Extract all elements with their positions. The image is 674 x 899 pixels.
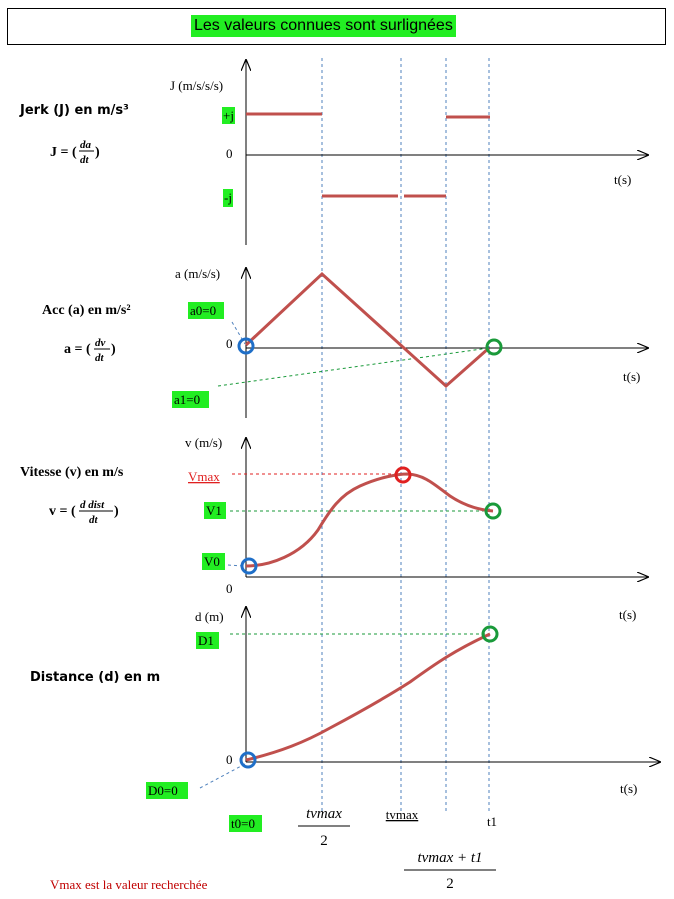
jerk-formula-lhs: J = ( <box>50 145 77 160</box>
acc-formula-den: dt <box>95 352 104 364</box>
jerk-title: Jerk (J) en m/s³ <box>20 103 129 118</box>
v1-label: V1 <box>206 503 222 518</box>
plus-j-label: +j <box>223 108 234 123</box>
dist-section <box>30 607 660 799</box>
vel-title: Vitesse (v) en m/s <box>20 465 124 480</box>
page-title: Les valeurs connues sont surlignées <box>191 15 456 37</box>
jerk-zero: 0 <box>226 146 233 161</box>
a1-guide <box>218 348 489 386</box>
dist-zero: 0 <box>226 752 233 767</box>
vel-formula-rhs: ) <box>114 504 119 519</box>
acc-formula-lhs: a = ( <box>64 342 91 357</box>
minus-j-label: -j <box>224 190 232 205</box>
time-guides <box>322 58 489 812</box>
tvmax-half-den: 2 <box>320 833 328 849</box>
vel-formula-lhs: v = ( <box>49 504 76 519</box>
acc-section <box>42 266 648 418</box>
jerk-formula-rhs: ) <box>95 145 100 160</box>
d1-label: D1 <box>198 633 214 648</box>
acc-title: Acc (a) en m/s² <box>42 303 131 318</box>
jerk-formula-num: da <box>80 139 91 151</box>
dist-title: Distance (d) en m <box>30 670 161 685</box>
acc-curve <box>246 274 489 386</box>
a1-label: a1=0 <box>174 392 201 407</box>
time-labels <box>229 806 497 892</box>
v0-label: V0 <box>204 554 220 569</box>
vel-formula-num: d dist <box>80 499 105 511</box>
t0-label: t0=0 <box>231 816 255 831</box>
jerk-section <box>19 60 648 245</box>
vel-section <box>20 435 648 596</box>
vmax-label: Vmax <box>188 469 220 484</box>
tvmax-label: tvmax <box>385 807 419 822</box>
vel-axis-label: v (m/s) <box>185 435 223 450</box>
acc-t-label: t(s) <box>623 369 641 384</box>
jerk-t-label: t(s) <box>614 172 632 187</box>
acc-zero: 0 <box>226 336 233 351</box>
d0-guide <box>200 764 245 788</box>
t1-label: t1 <box>486 814 498 829</box>
vel-formula-den: dt <box>89 514 98 526</box>
jerk-formula-den: dt <box>80 154 89 166</box>
dist-curve <box>246 634 490 760</box>
tvmax-half-num: tvmax <box>306 806 342 822</box>
acc-formula-rhs: ) <box>111 342 116 357</box>
mid-den: 2 <box>446 876 454 892</box>
dist-t-label: t(s) <box>620 781 638 796</box>
vel-curve <box>246 474 493 566</box>
jerk-axis-label: J (m/s/s/s) <box>170 78 224 93</box>
dist-t-label-top: t(s) <box>619 607 637 622</box>
footer-note: Vmax est la valeur recherchée <box>50 877 208 892</box>
acc-axis-label: a (m/s/s) <box>175 266 221 281</box>
vel-zero: 0 <box>226 581 233 596</box>
mid-num: tvmax + t1 <box>417 850 483 866</box>
a0-label: a0=0 <box>190 303 217 318</box>
acc-formula-num: dv <box>95 337 106 349</box>
d0-label: D0=0 <box>148 783 178 798</box>
dist-axis-label: d (m) <box>195 609 224 624</box>
